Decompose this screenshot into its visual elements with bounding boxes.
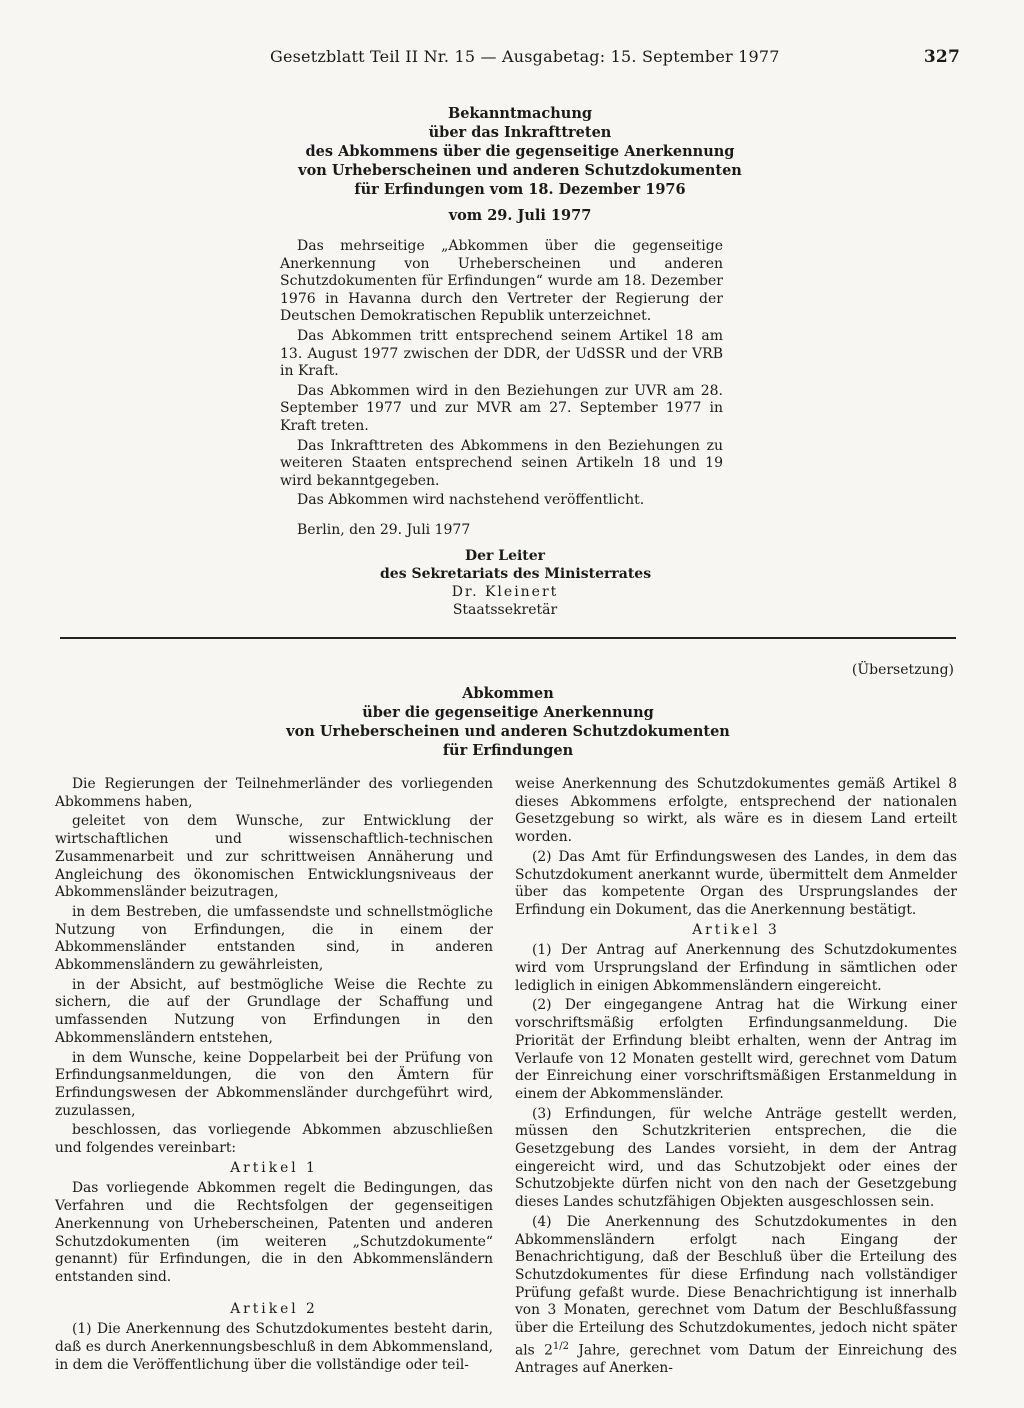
article-heading: Artikel 3 — [692, 921, 780, 938]
agreement-title-line: von Urheberscheinen und anderen Schutzdokumenten — [286, 723, 730, 740]
announcement-title-line: Bekanntmachung — [447, 105, 593, 122]
running-title: Gesetzblatt Teil II Nr. 15 — Ausgabetag: 15. September 1977 — [270, 47, 780, 66]
article-text: Jahre, gerechnet vom Datum der Einreichung des Antrages auf Anerken- — [515, 1342, 957, 1377]
article-paragraph: (1) Die Anerkennung des Schutzdokumentes besteht darin, daß es durch Anerkennungsbeschluß in dem Abkommensland, in dem die Veröffentlichung über die vollständige oder teil- — [55, 1321, 493, 1373]
agreement-title-line: über die gegenseitige Anerkennung — [362, 704, 654, 721]
place-date: Berlin, den 29. Juli 1977 — [297, 521, 471, 538]
announcement-title — [270, 104, 770, 225]
article-paragraph: (3) Erfindungen, für welche Anträge gestellt werden, müssen den Schutzkriterien entsprechen, die die Gesetzgebung des Landes vorsieht, in dem der Antrag eingereicht wird, und das Schutzobjekt oder eines der Schutzobjekte dürfen nicht von den nach der Gesetzgebung dieses Landes schutzfähigen Objekten ausgeschlossen sein. — [515, 1105, 957, 1211]
signature-office: des Sekretariats des Ministerrates — [380, 566, 652, 582]
page-number: 327 — [923, 47, 960, 67]
left-column — [55, 776, 493, 1377]
signature-role: Staatssekretär — [452, 602, 558, 618]
preamble-intro: Die Regierungen der Teilnehmerländer des vorliegenden Abkommens haben, — [55, 776, 493, 810]
announcement-date: vom 29. Juli 1977 — [448, 207, 592, 224]
announcement-title-line: von Urheberscheinen und anderen Schutzdokumenten — [298, 162, 742, 179]
article-heading: Artikel 2 — [230, 1300, 318, 1317]
running-header — [270, 47, 960, 66]
signature-name: Dr. Kleinert — [451, 584, 559, 600]
preamble-item: beschlossen, das vorliegende Abkommen abzuschließen und folgendes vereinbart: — [55, 1122, 493, 1157]
translation-note: (Übersetzung) — [851, 662, 954, 678]
signature-block — [380, 547, 652, 619]
article-paragraph: (1) Der Antrag auf Anerkennung des Schutzdokumentes wird vom Ursprungsland der Erfindung in sämtlichen oder lediglich in einigen Abkommensländern eingereicht. — [515, 942, 957, 994]
article-paragraph: (2) Der eingegangene Antrag hat die Wirkung einer vorschriftsmäßig erfolgten Erfindungsanmeldung. Die Priorität der Erfindung bleibt erhalten, wenn der Antrag im Verlaufe von 12 Monaten gestellt wird, gerechnet vom Datum der Einreichung einer vorschriftsmäßigen Erstanmeldung in einem der Abkommensländer. — [515, 997, 957, 1102]
announcement-title-line: des Abkommens über die gegenseitige Anerkennung — [305, 143, 735, 160]
agreement-title-line: für Erfindungen — [442, 742, 574, 759]
article-paragraph: (2) Das Amt für Erfindungswesen des Landes, in dem das Schutzdokument anerkannt wurde, übermittelt dem Anmelder über das kompetente Organ des Ursprungslandes der Erfindung ein Dokument, das die Anerkennung bestätigt. — [515, 848, 957, 918]
preamble-item: in dem Bestreben, die umfassendste und schnellstmögliche Nutzung von Erfindungen, die in einem der Abkommensländer entstanden sind, in anderen Abkommensländern zu gewährleisten, — [55, 903, 493, 974]
preamble-item: in der Absicht, auf bestmögliche Weise die Rechte zu sichern, die auf der Grundlage der Schaffung und umfassenden Nutzung von Erfindungen in den Abkommensländern entstehen, — [55, 976, 493, 1046]
announcement-body — [280, 238, 723, 542]
section-divider — [60, 637, 956, 639]
agreement-title — [278, 684, 738, 760]
announcement-paragraph: Das Abkommen wird in den Beziehungen zur UVR am 28. September 1977 und zur MVR am 27. September 1977 in Kraft treten. — [280, 382, 723, 434]
article-paragraph — [515, 1214, 957, 1378]
signature-title: Der Leiter — [464, 548, 546, 564]
announcement-paragraph: Das Abkommen tritt entsprechend seinem Artikel 18 am 13. August 1977 zwischen der DDR, der UdSSR und der VRB in Kraft. — [280, 327, 723, 380]
announcement-paragraph: Das Abkommen wird nachstehend veröffentlicht. — [297, 492, 645, 509]
article-paragraph: Das vorliegende Abkommen regelt die Bedingungen, das Verfahren und die Rechtsfolgen der gegenseitigen Anerkennung von Urheberscheinen, Patenten und anderen Schutzdokumenten (im weiteren „Schutzdokumente“ genannt) für Erfindungen, die in den Abkommensländern entstanden sind. — [55, 1180, 493, 1285]
article-text: (4) Die Anerkennung des Schutzdokumentes in den Abkommensländern erfolgt nach Eingang der Benachrichtigung, daß der Beschluß über die Erteilung des Schutzdokumentes für diese Erfindung nach vollständiger Prüfung gefaßt wurde. Diese Benachrichtigung ist innerhalb von 3 Monaten, gerechnet vom Datum der Beschlußfassung über die Erteilung des Schutzdokumentes, jedoch nicht später als — [515, 1213, 957, 1359]
right-column — [515, 776, 957, 1380]
preamble-item: in dem Wunsche, keine Doppelarbeit bei der Prüfung von Erfindungsanmeldungen, die von den Ämtern für Erfindungswesen der Abkommensländer durchgeführt wird, zuzulassen, — [55, 1049, 493, 1119]
fraction-half: 1/2 — [552, 1340, 569, 1352]
preamble-item: geleitet von dem Wunsche, zur Entwicklung der wirtschaftlichen und wissenschaftlich-technischen Zusammenarbeit und zur schrittweisen Annäherung und Angleichung des ökonomischen Entwicklungsniveaus der Abkommensländer beizutragen, — [55, 813, 493, 901]
announcement-title-line: über das Inkrafttreten — [428, 124, 612, 141]
article-heading: Artikel 1 — [230, 1159, 318, 1176]
announcement-title-line: für Erfindungen vom 18. Dezember 1976 — [354, 181, 686, 198]
fraction-number: 2 — [544, 1342, 553, 1359]
agreement-title-line: Abkommen — [462, 685, 554, 702]
announcement-paragraph: Das mehrseitige „Abkommen über die gegenseitige Anerkennung von Urheberscheinen und anderen Schutzdokumenten für Erfindungen“ wurde am 18. Dezember 1976 in Havanna durch den Vertreter der Regierung der Deutschen Demokratischen Republik unterzeichnet. — [280, 238, 723, 325]
article-paragraph: weise Anerkennung des Schutzdokumentes gemäß Artikel 8 dieses Abkommens erfolgte, entsprechend der nationalen Gesetzgebung so wirkt, als wäre es in diesem Land erteilt worden. — [515, 776, 957, 846]
announcement-paragraph: Das Inkrafttreten des Abkommens in den Beziehungen zu weiteren Staaten entsprechend seinen Artikeln 18 und 19 wird bekanntgegeben. — [280, 437, 723, 489]
